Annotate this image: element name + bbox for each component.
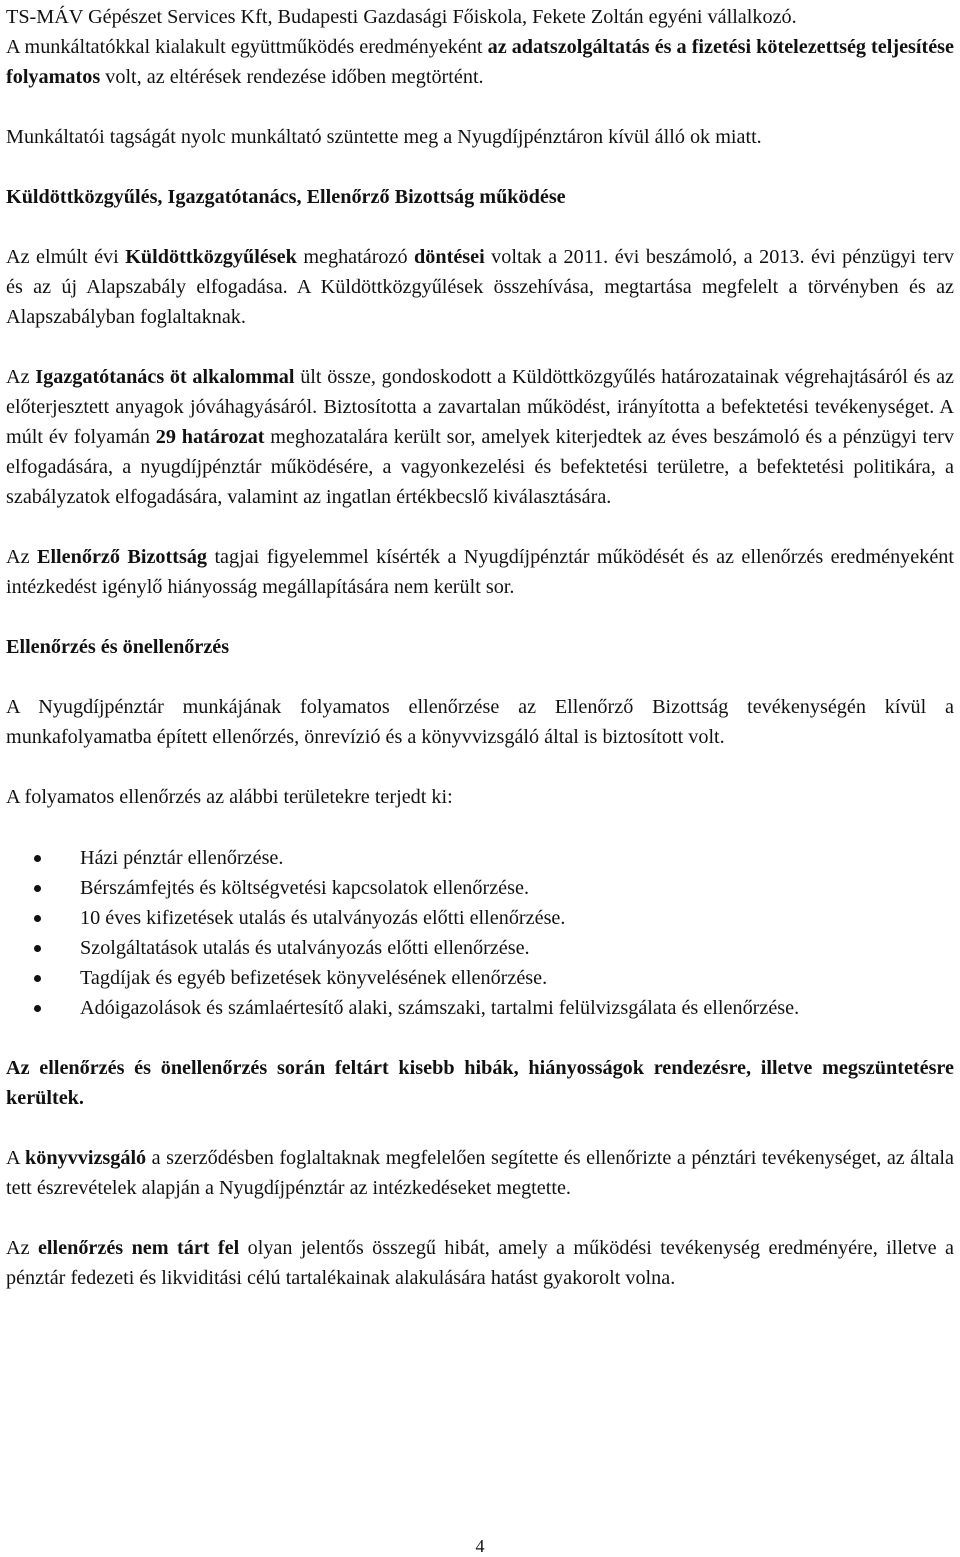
paragraph-assembly: Az elmúlt évi Küldöttközgyűlések meghatározó döntései voltak a 2011. évi beszámoló, a 2013. évi pénzügyi terv és az új Alapszabály elfogadása. A Küldöttközgyűlések összehívása, megtartása megfelelt a törvényben és az Alapszabályban foglaltaknak.	[6, 246, 955, 328]
bullet-icon	[34, 975, 41, 982]
list-item: Szolgáltatások utalás és utalványozás előtti ellenőrzése.	[6, 933, 954, 963]
heading-control: Ellenőrzés és önellenőrzés	[6, 636, 230, 658]
paragraph-control-intro: A Nyugdíjpénztár munkájának folyamatos ellenőrzése az Ellenőrző Bizottság tevékenységén kívül a munkafolyamatba épített ellenőrzés, önrevízió és a könyvvizsgáló által is biztosított volt.	[6, 696, 954, 748]
paragraph-employers-list: TS-MÁV Gépészet Services Kft, Budapesti Gazdasági Főiskola, Fekete Zoltán egyéni vállalkozó.	[6, 6, 797, 28]
list-item: Bérszámfejtés és költségvetési kapcsolatok ellenőrzése.	[6, 873, 954, 903]
paragraph-membership: Munkáltatói tagságát nyolc munkáltató szüntette meg a Nyugdíjpénztáron kívül álló ok miatt.	[6, 126, 762, 148]
bullet-icon	[34, 915, 41, 922]
list-item: Házi pénztár ellenőrzése.	[6, 843, 954, 873]
paragraph-supervisory-board: Az Ellenőrző Bizottság tagjai figyelemmel kísérték a Nyugdíjpénztár működését és az ellenőrzés eredményeként intézkedést igénylő hiányosság megállapítására nem került sor.	[6, 546, 954, 598]
list-item: Adóigazolások és számlaértesítő alaki, számszaki, tartalmi felülvizsgálata és ellenőrzése.	[6, 993, 954, 1023]
list-item: 10 éves kifizetések utalás és utalványozás előtti ellenőrzése.	[6, 903, 954, 933]
bullet-icon	[34, 945, 41, 952]
bullet-icon	[34, 855, 41, 862]
paragraph-auditor: A könyvvizsgáló a szerződésben foglaltaknak megfelelően segítette és ellenőrizte a pénztári tevékenységet, az általa tett észrevételek alapján a Nyugdíjpénztár az intézkedéseket megtette.	[6, 1147, 954, 1199]
paragraph-cooperation: A munkáltatókkal kialakult együttműködés eredményeként az adatszolgáltatás és a fizetési kötelezettség teljesítése folyamatos volt, az eltérések rendezése időben megtörtént.	[6, 36, 954, 88]
bullet-icon	[34, 1005, 41, 1012]
paragraph-no-fault: Az ellenőrzés nem tárt fel olyan jelentős összegű hibát, amely a működési tevékenység eredményére, illetve a pénztár fedezeti és likviditási célú tartalékainak alakulására hatást gyakorolt volna.	[6, 1237, 955, 1289]
heading-bodies: Küldöttközgyűlés, Igazgatótanács, Ellenőrző Bizottság működése	[6, 186, 566, 208]
paragraph-board: Az Igazgatótanács öt alkalommal ült össze, gondoskodott a Küldöttközgyűlés határozatainak végrehajtásáról és az előterjesztett anyagok jóváhagyásáról. Biztosította a zavartalan működést, irányította a befektetési tevékenységet. A múlt év folyamán 29 határozat meghozatalára került sor, amelyek kiterjedtek az éves beszámoló és a pénzügyi terv elfogadására, a nyugdíjpénztár működésére, a vagyonkezelési és befektetési területre, a befektetési politikára, a szabályzatok elfogadására, valamint az ingatlan értékbecslő kiválasztására.	[6, 366, 955, 508]
page-number: 4	[475, 1536, 485, 1556]
control-areas-list	[6, 843, 954, 1023]
bullet-icon	[34, 885, 41, 892]
paragraph-findings: Az ellenőrzés és önellenőrzés során feltárt kisebb hibák, hiányosságok rendezésre, illetve megszüntetésre kerültek.	[6, 1057, 954, 1109]
list-item: Tagdíjak és egyéb befizetések könyvelésének ellenőrzése.	[6, 963, 954, 993]
paragraph-areas-intro: A folyamatos ellenőrzés az alábbi területekre terjedt ki:	[6, 786, 453, 808]
